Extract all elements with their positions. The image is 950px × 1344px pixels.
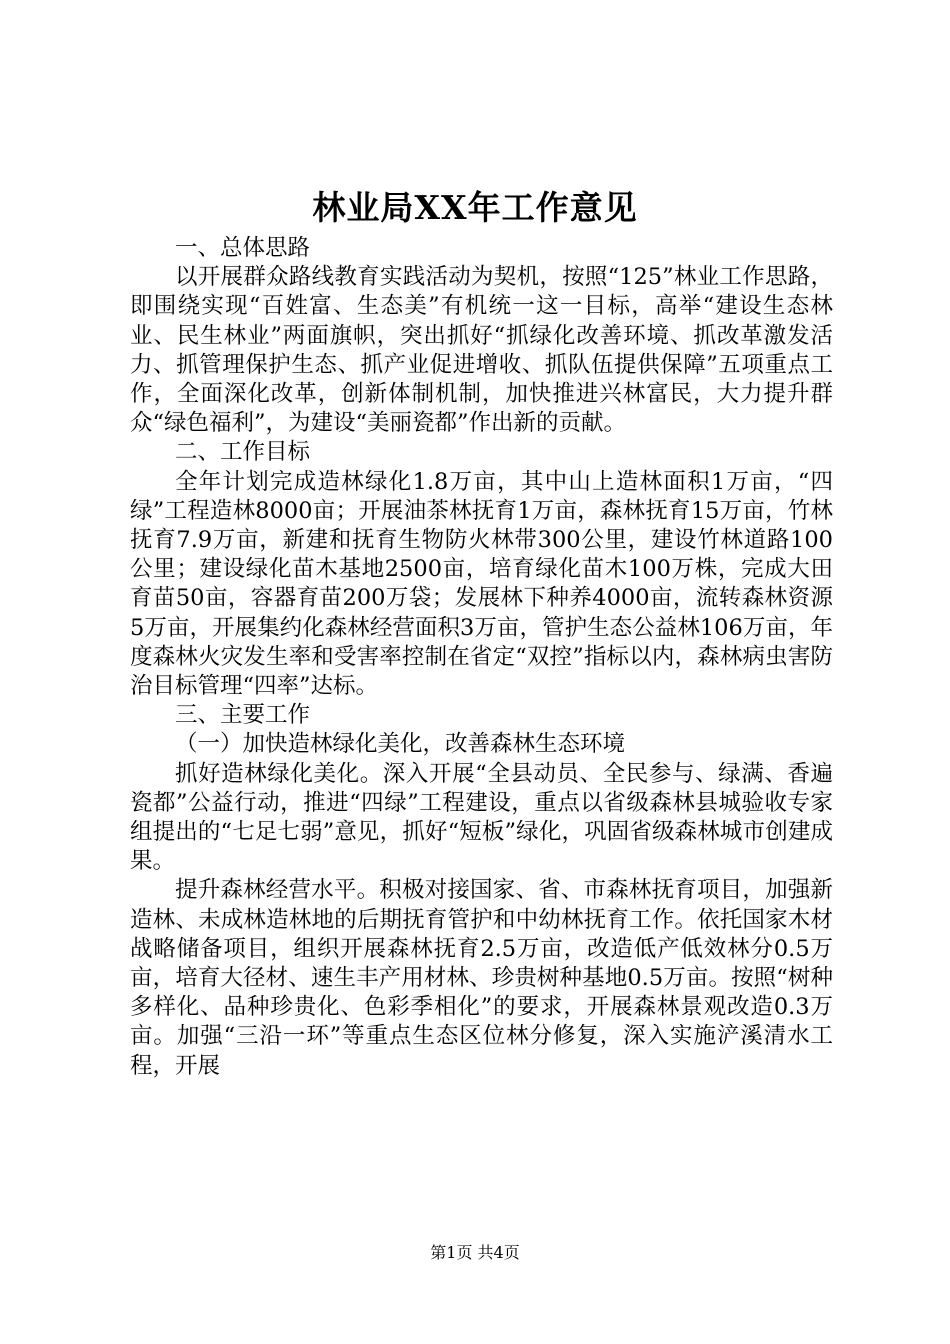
body-paragraph: 以开展群众路线教育实践活动为契机，按照“125”林业工作思路，即围绕实现“百姓富、生态美”有机统一这一目标，高举“建设生态林业、民生林业”两面旗帜，突出抓好“抓绿化改善环境、抓改革激发活力、抓管理保护生态、抓产业促进增收、抓队伍提供保障”五项重点工作，全面深化改革，创新体制机制，加快推进兴林富民，大力提升群众“绿色福利”，为建设“美丽瓷都”作出新的贡献。: [130, 264, 833, 437]
page-footer: 第1页 共4页: [430, 1243, 520, 1262]
section-heading: 一、总体思路: [175, 235, 311, 261]
section-heading: 二、工作目标: [175, 439, 311, 466]
document-body: [130, 234, 833, 1081]
body-paragraph: 提升森林经营水平。积极对接国家、省、市森林抚育项目，加强新造林、未成林造林地的后期抚育管护和中幼林抚育工作。依托国家木材战略储备项目，组织开展森林抚育2.5万亩，改造低产低效林分0.5万亩，培育大径材、速生丰产用材林、珍贵树种基地0.5万亩。按照“树种多样化、品种珍贵化、色彩季相化”的要求，开展森林景观改造0.3万亩。加强“三沿一环”等重点生态区位林分修复，深入实施浐溪清水工程，开展: [130, 877, 833, 1079]
body-paragraph: 抓好造林绿化美化。深入开展“全县动员、全民参与、绿满、香遍瓷都”公益行动，推进“四绿”工程建设，重点以省级森林县城验收专家组提出的“七足七弱”意见，抓好“短板”绿化，巩固省级森林城市创建成果。: [130, 760, 833, 875]
body-paragraph: 全年计划完成造林绿化1.8万亩，其中山上造林面积1万亩，“四绿”工程造林8000亩；开展油茶林抚育1万亩，森林抚育15万亩，竹林抚育7.9万亩，新建和抚育生物防火林带300公里，建设竹林道路100公里；建设绿化苗木基地2500亩，培育绿化苗木100万株，完成大田育苗50亩，容器育苗200万袋；发展林下种养4000亩，流转森林资源5万亩，开展集约化森林经营面积3万亩，管护生态公益林106万亩，年度森林火灾发生率和受害率控制在省定“双控”指标以内，森林病虫害防治目标管理“四率”达标。: [130, 468, 833, 700]
document-title: 林业局XX年工作意见: [312, 188, 638, 227]
section-heading: 三、主要工作: [175, 702, 311, 729]
subsection-heading: （一）加快造林绿化美化，改善森林生态环境: [175, 731, 626, 758]
